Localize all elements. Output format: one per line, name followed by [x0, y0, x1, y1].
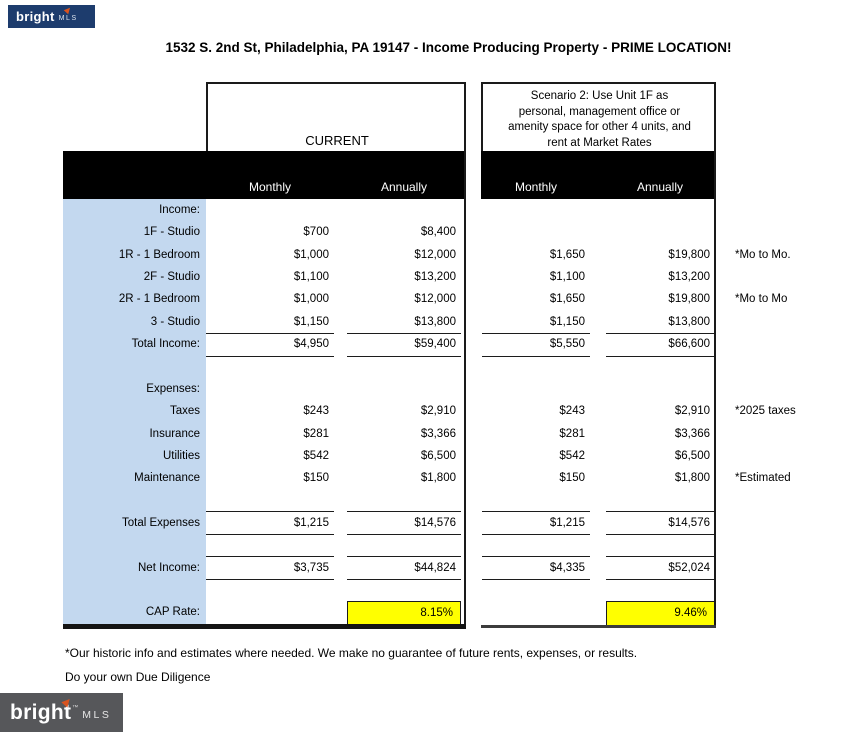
row-label: [63, 356, 206, 378]
bright-mls-logo-bottom: [0, 693, 123, 732]
current-monthly: $542: [303, 449, 329, 462]
scenario-monthly: $4,335: [482, 557, 590, 580]
scenario-annually: $1,800: [674, 472, 710, 485]
table-row-spacer: [63, 579, 853, 601]
current-annually: [347, 490, 461, 512]
row-label: Total Expenses: [122, 517, 200, 530]
current-annually: $3,366: [420, 427, 456, 440]
current-monthly: $1,150: [206, 311, 334, 334]
current-monthly: $1,000: [293, 248, 329, 261]
scenario-monthly: $5,550: [482, 333, 590, 356]
current-monthly: $150: [303, 472, 329, 485]
row-note: *Mo to Mo: [735, 293, 788, 306]
row-note: [715, 311, 853, 334]
scenario-annually: [606, 378, 715, 400]
scenario-annually: [606, 534, 715, 556]
row-label: CAP Rate:: [145, 606, 200, 619]
table-row-total-expenses: [63, 512, 853, 534]
current-annually: $6,500: [420, 449, 456, 462]
row-note: [715, 557, 853, 580]
row-label: [63, 579, 206, 601]
current-monthly: [206, 601, 334, 625]
scenario-line: amenity space for other 4 units, and: [508, 121, 691, 133]
scenario-annually: $3,366: [674, 427, 710, 440]
scenario-annually: $6,500: [674, 449, 710, 462]
current-monthly: [206, 199, 334, 221]
table-row-2f-studio: [63, 266, 853, 288]
current-annually: $12,000: [414, 248, 456, 261]
row-label: [63, 490, 206, 512]
row-note: [715, 512, 853, 535]
row-label: Total Income:: [131, 338, 200, 351]
current-monthly: $700: [303, 226, 329, 239]
bright-logo-text: bright: [16, 9, 55, 24]
current-monthly: $4,950: [206, 333, 334, 356]
scenario-annually: $14,576: [606, 512, 715, 535]
scenario-monthly: [482, 356, 590, 378]
current-annually: $8,400: [420, 226, 456, 239]
current-monthly: $3,735: [206, 557, 334, 580]
scenario-monthly: $150: [559, 472, 585, 485]
row-note: [715, 445, 853, 467]
trademark-symbol: ™: [72, 704, 79, 711]
scenario-description: [483, 84, 716, 151]
table-row-income-header: [63, 199, 853, 221]
current-table-right-border: [464, 82, 466, 629]
table-row-taxes: [63, 400, 853, 422]
scenario-annually: $19,800: [668, 248, 710, 261]
current-annually: $12,000: [414, 293, 456, 306]
scenario-annually: $66,600: [606, 333, 715, 356]
current-label: CURRENT: [305, 133, 369, 148]
current-monthly: $1,215: [206, 512, 334, 535]
row-note: [715, 490, 853, 512]
current-monthly-header: Monthly: [248, 180, 292, 194]
scenario-monthly-header: Monthly: [514, 180, 558, 194]
current-annually: $59,400: [347, 333, 461, 356]
bright-arrow-icon: [64, 6, 72, 14]
current-annually: [347, 579, 461, 601]
scenario-table-right-border: [714, 82, 716, 628]
scenario-monthly: [482, 579, 590, 601]
current-annually-header: Annually: [380, 180, 428, 194]
row-label: 2F - Studio: [143, 271, 200, 284]
current-annually: $14,576: [347, 512, 461, 535]
current-monthly: [206, 490, 334, 512]
row-label: Expenses:: [146, 382, 200, 395]
scenario-monthly: $1,100: [549, 271, 585, 284]
scenario-line: rent at Market Rates: [547, 136, 652, 149]
scenario-cap-rate-highlight: 9.46%: [606, 601, 715, 625]
scenario-monthly: [482, 490, 590, 512]
current-annually: $1,800: [420, 472, 456, 485]
scenario-monthly: $1,650: [549, 248, 585, 261]
row-note: [715, 601, 853, 625]
scenario-annually: $13,800: [606, 311, 715, 334]
scenario-table-bottom-border: [481, 625, 716, 628]
row-label: Maintenance: [134, 472, 200, 485]
scenario-line: personal, management office or: [518, 105, 681, 118]
scenario-annually-header: Annually: [636, 180, 684, 194]
row-note: *Estimated: [735, 472, 791, 485]
row-note: [715, 579, 853, 601]
row-note: *Mo to Mo.: [735, 248, 791, 261]
row-note: [715, 378, 853, 400]
scenario-annually: $19,800: [668, 293, 710, 306]
current-annually: $13,200: [414, 271, 456, 284]
table-row-total-income: [63, 333, 853, 355]
row-label: 2R - 1 Bedroom: [118, 293, 200, 306]
mls-logo-text: MLS: [82, 708, 112, 721]
scenario-monthly: [482, 378, 590, 400]
table-row-net-income: [63, 557, 853, 579]
scenario-monthly: [482, 534, 590, 556]
table-row-insurance: [63, 423, 853, 445]
current-annually: $2,910: [420, 405, 456, 418]
row-note: [715, 534, 853, 556]
scenario-annually: [606, 221, 715, 243]
current-cap-rate-highlight: 8.15%: [347, 601, 461, 625]
row-label: 1F - Studio: [143, 226, 200, 239]
row-note: [715, 356, 853, 378]
mls-logo-text: MLS: [58, 14, 78, 22]
row-label: Income:: [159, 204, 200, 216]
row-label: 3 - Studio: [150, 315, 200, 328]
row-label: Utilities: [162, 449, 200, 462]
table-row-spacer: [63, 356, 853, 378]
scenario-monthly: [482, 221, 590, 243]
scenario-annually: [606, 356, 715, 378]
bright-mls-badge-top: [8, 5, 95, 28]
row-label: Taxes: [169, 405, 200, 418]
row-note: [715, 199, 853, 221]
current-annually: [347, 534, 461, 556]
current-annually: [347, 378, 461, 400]
scenario-annually: $2,910: [674, 405, 710, 418]
current-monthly: [206, 356, 334, 378]
current-column-header-band: [63, 151, 466, 199]
table-row-1r-1bedroom: [63, 244, 853, 266]
current-annually: [347, 356, 461, 378]
row-label: Insurance: [149, 427, 200, 440]
scenario-column-header-band: [481, 151, 716, 199]
current-monthly: $281: [303, 427, 329, 440]
table-row-utilities: [63, 445, 853, 467]
table-row-expenses-header: [63, 378, 853, 400]
scenario-monthly: [482, 601, 590, 625]
current-annually: $44,824: [347, 557, 461, 580]
row-label: 1R - 1 Bedroom: [118, 248, 200, 261]
scenario-annually: [606, 579, 715, 601]
table-row-spacer: [63, 490, 853, 512]
scenario-monthly: $1,215: [482, 512, 590, 535]
row-label: Net Income:: [138, 561, 200, 574]
table-row-1f-studio: [63, 221, 853, 243]
current-annually: $13,800: [347, 311, 461, 334]
current-monthly: $1,000: [293, 293, 329, 306]
scenario-monthly: $281: [559, 427, 585, 440]
current-monthly: [206, 378, 334, 400]
scenario-annually: $13,200: [668, 271, 710, 284]
table-row-2r-1bedroom: [63, 288, 853, 310]
bright-logo-text: bright: [10, 701, 72, 724]
disclaimer-line-2: Do your own Due Diligence: [65, 670, 211, 684]
current-monthly: $243: [303, 405, 329, 418]
scenario-header-box: [481, 82, 716, 151]
scenario-monthly: $243: [559, 405, 585, 418]
current-annually: [347, 199, 461, 221]
scenario-monthly: $1,650: [549, 293, 585, 306]
current-monthly: [206, 579, 334, 601]
current-table-bottom-border: [63, 624, 466, 629]
scenario-line: Scenario 2: Use Unit 1F as: [530, 90, 669, 102]
income-expense-table: [63, 199, 853, 624]
scenario-annually: [606, 199, 715, 221]
row-note: [715, 266, 853, 288]
row-note: *2025 taxes: [735, 405, 796, 418]
row-note: [715, 423, 853, 445]
row-note: [715, 333, 853, 356]
table-row-3-studio: [63, 311, 853, 333]
scenario-monthly: $1,150: [482, 311, 590, 334]
page-title: 1532 S. 2nd St, Philadelphia, PA 19147 - Income Producing Property - PRIME LOCATION!: [165, 40, 732, 55]
scenario-monthly: $542: [559, 449, 585, 462]
scenario-annually: $52,024: [606, 557, 715, 580]
table-row-maintenance: [63, 467, 853, 489]
row-label: [63, 534, 206, 556]
current-monthly: [206, 534, 334, 556]
table-row-cap-rate: [63, 601, 853, 623]
current-monthly: $1,100: [293, 271, 329, 284]
scenario-monthly: [482, 199, 590, 221]
row-note: [715, 221, 853, 243]
current-header-box: [206, 82, 466, 151]
table-row-spacer: [63, 534, 853, 556]
disclaimer-line-1: *Our historic info and estimates where needed. We make no guarantee of future rents, expenses, or results.: [65, 646, 638, 660]
scenario-annually: [606, 490, 715, 512]
